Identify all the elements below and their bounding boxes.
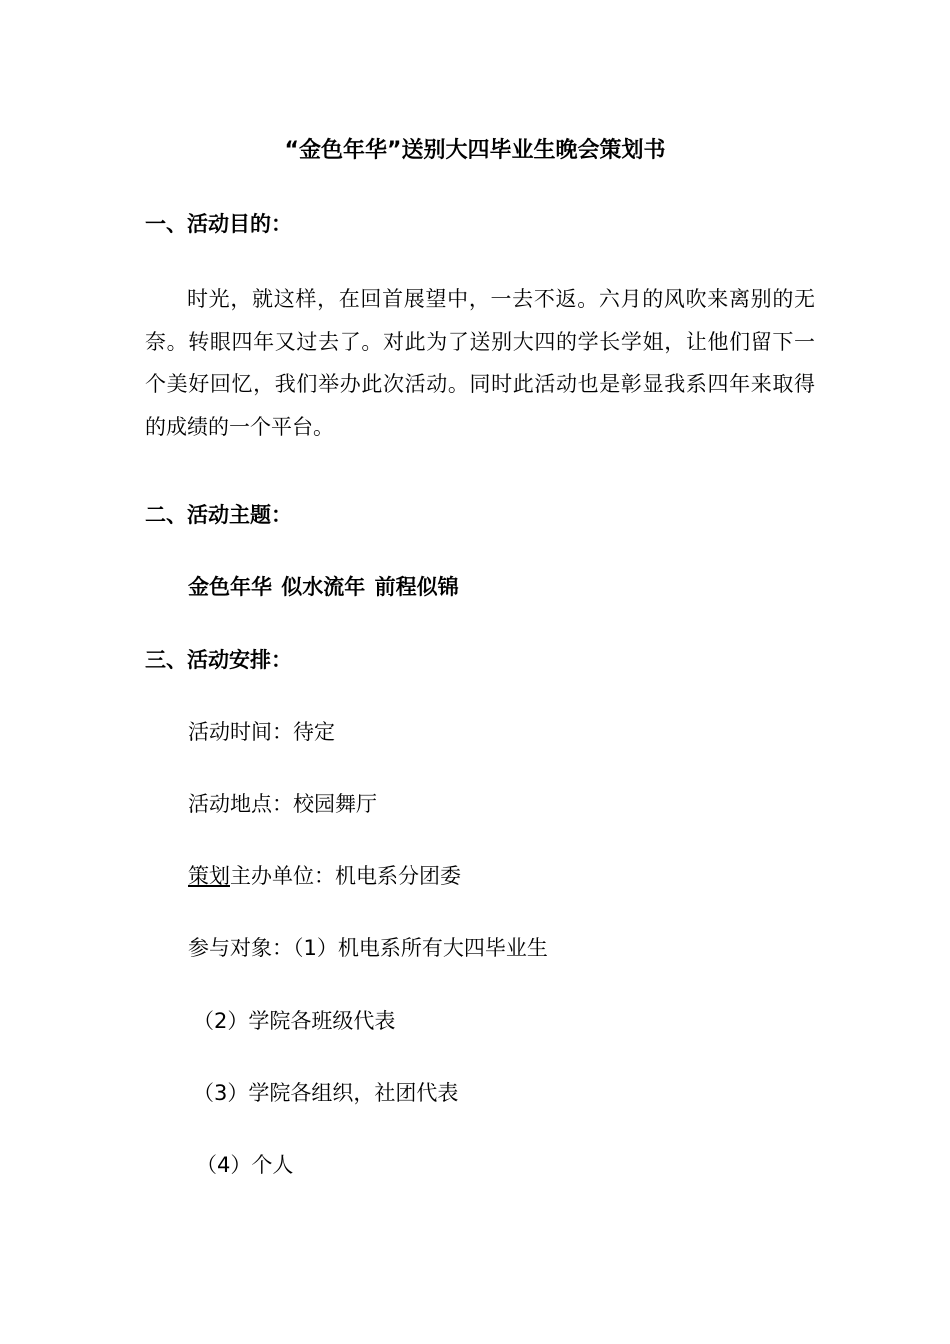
participants-item-3: （3）学院各组织，社团代表 xyxy=(193,1081,459,1105)
activity-organizer xyxy=(188,861,461,891)
participants-item-4: （4）个人 xyxy=(196,1153,294,1177)
activity-time: 活动时间：待定 xyxy=(188,720,335,744)
participants-item-2: （2）学院各班级代表 xyxy=(193,1009,396,1033)
organizer-underlined-text: 策划 xyxy=(188,864,230,888)
purpose-paragraph: 时光，就这样，在回首展望中，一去不返。六月的风吹来离别的无奈。转眼四年又过去了。对此为了送别大四的学长学姐，让他们留下一个美好回忆，我们举办此次活动。同时此活动也是彰显我系四年来取得的成绩的一个平台。 xyxy=(145,287,815,439)
theme-text: 金色年华 似水流年 前程似锦 xyxy=(188,575,459,599)
activity-location: 活动地点：校园舞厅 xyxy=(188,792,377,816)
document-title: “金色年华”送别大四毕业生晚会策划书 xyxy=(284,138,666,163)
section-heading-arrangement: 三、活动安排： xyxy=(145,648,292,672)
participants-item-1: 参与对象：（1）机电系所有大四毕业生 xyxy=(188,936,548,960)
section-heading-theme: 二、活动主题： xyxy=(145,503,292,527)
organizer-text: 主办单位：机电系分团委 xyxy=(230,864,461,888)
section-heading-purpose: 一、活动目的： xyxy=(145,212,292,236)
